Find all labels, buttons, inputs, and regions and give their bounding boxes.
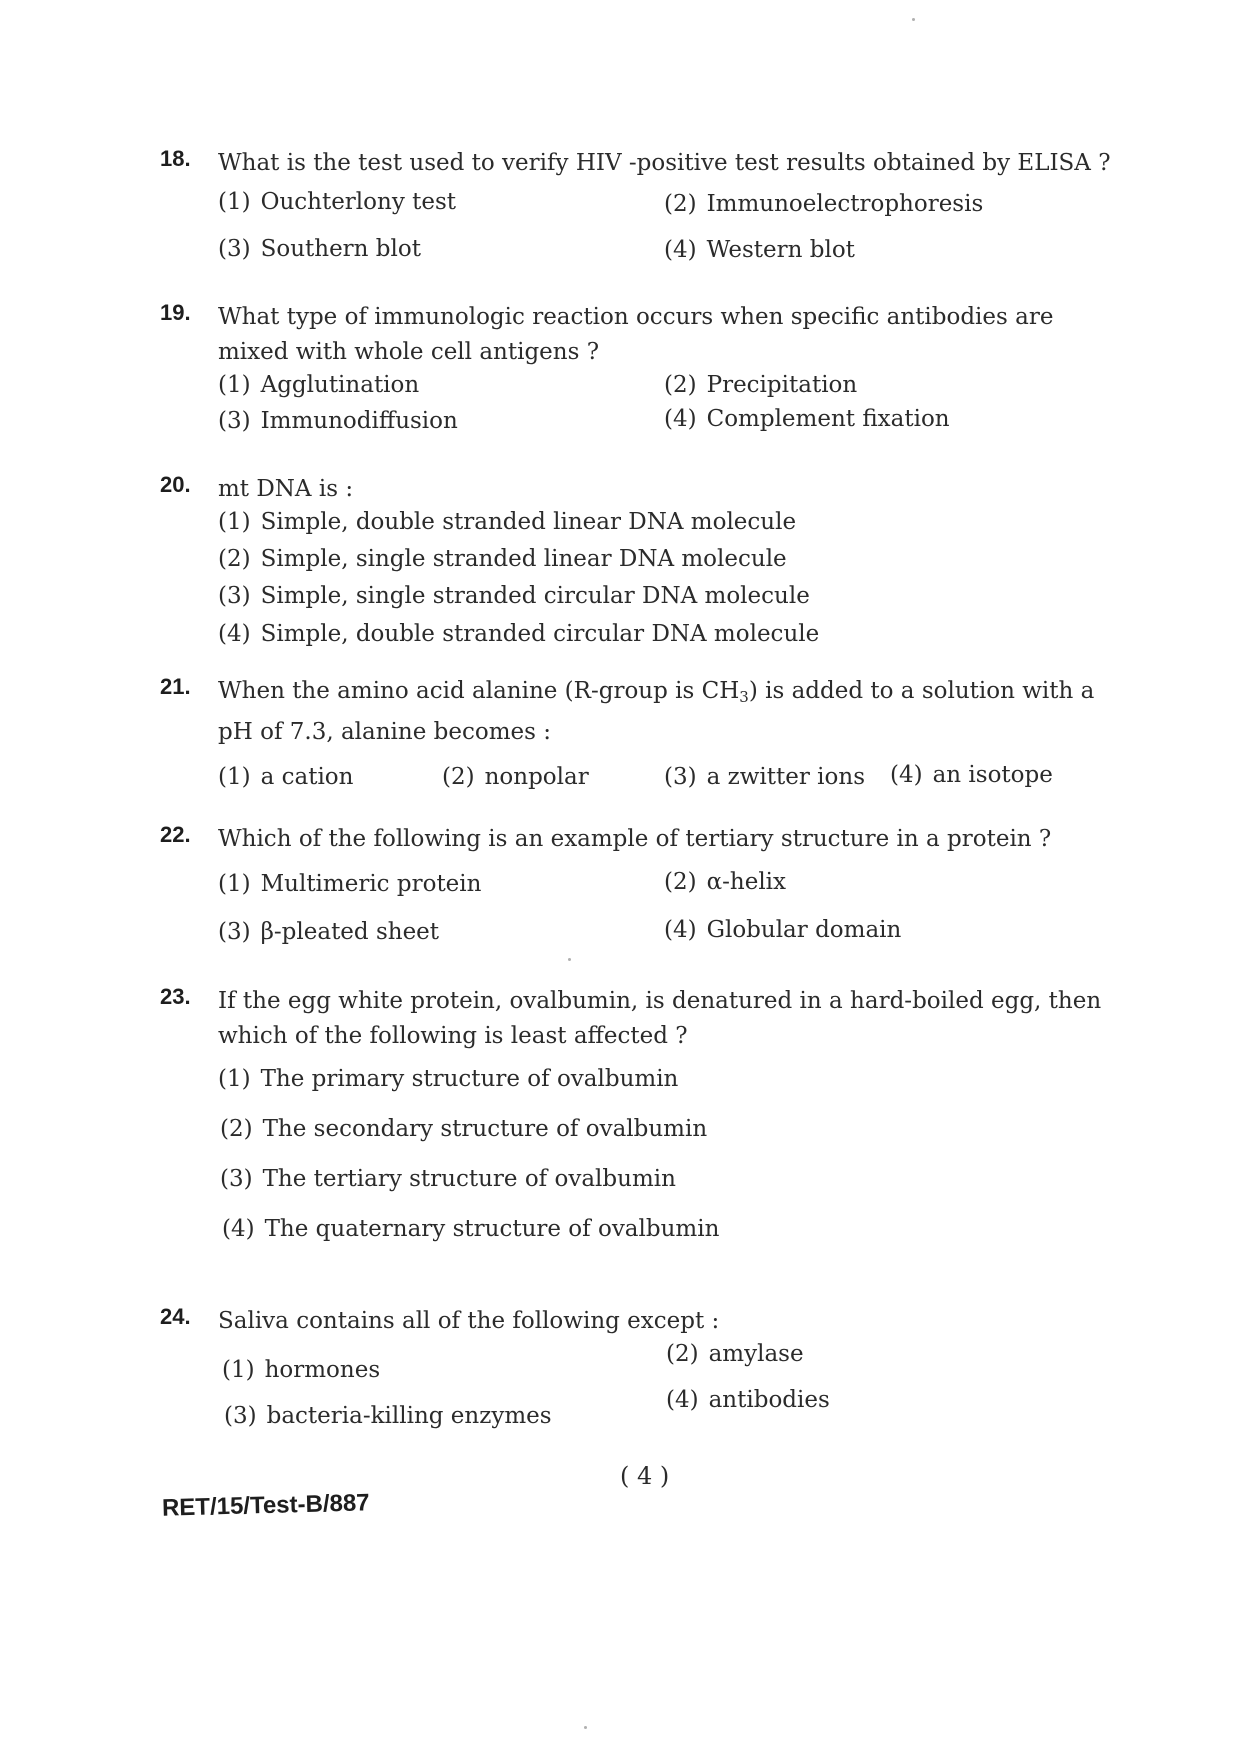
question-number: 22. <box>160 822 191 847</box>
question-text: What is the test used to verify HIV -positive test results obtained by ELISA ? <box>218 150 1111 176</box>
test-code: RET/15/Test-B/887 <box>161 1489 370 1522</box>
option-1: (1) The primary structure of ovalbumin <box>218 1066 679 1092</box>
option-2: (2) α-helix <box>664 869 787 895</box>
option-4: (4) Complement fixation <box>664 406 950 432</box>
question-number: 23. <box>160 984 191 1009</box>
option-4: (4) The quaternary structure of ovalbumin <box>222 1216 720 1242</box>
option-1: (1) a cation <box>218 764 354 790</box>
option-1: (1) Simple, double stranded linear DNA molecule <box>218 509 797 535</box>
question-number: 21. <box>160 674 191 699</box>
question-number: 20. <box>160 472 191 497</box>
option-2: (2) nonpolar <box>442 764 589 790</box>
option-4: (4) Simple, double stranded circular DNA molecule <box>218 621 820 647</box>
question-18 <box>160 146 1120 263</box>
option-3: (3) Southern blot <box>218 236 421 262</box>
option-2: (2) amylase <box>666 1341 804 1367</box>
question-text: mt DNA is : <box>218 476 354 502</box>
question-24 <box>160 1304 1120 1429</box>
question-20 <box>160 472 1120 647</box>
question-text: If the egg white protein, ovalbumin, is denatured in a hard-boiled egg, then which of the following is least affected ? <box>218 988 1102 1049</box>
option-4: (4) antibodies <box>666 1387 830 1413</box>
option-2: (2) Immunoelectrophoresis <box>664 191 984 217</box>
option-2: (2) Simple, single stranded linear DNA molecule <box>218 546 787 572</box>
scan-speck <box>584 1726 587 1729</box>
question-number: 19. <box>160 300 191 325</box>
question-19 <box>160 300 1120 434</box>
scan-speck <box>568 958 571 961</box>
question-23 <box>160 984 1120 1242</box>
option-3: (3) The tertiary structure of ovalbumin <box>220 1166 676 1192</box>
question-21 <box>160 674 1120 790</box>
option-3: (3) bacteria-killing enzymes <box>224 1403 552 1429</box>
question-text: Which of the following is an example of tertiary structure in a protein ? <box>218 826 1052 852</box>
question-text: When the amino acid alanine (R-group is $CH_3$) is added to a solution with a pH of 7.3, alanine becomes : <box>218 678 1095 745</box>
option-1: (1) Ouchterlony test <box>218 189 457 215</box>
option-4: (4) Western blot <box>664 237 855 263</box>
question-text: What type of immunologic reaction occurs when specific antibodies are mixed with whole cell antigens ? <box>218 304 1054 365</box>
question-text: Saliva contains all of the following except : <box>218 1308 720 1334</box>
page-number: ( 4 ) <box>620 1462 670 1490</box>
option-2: (2) The secondary structure of ovalbumin <box>220 1116 708 1142</box>
option-1: (1) Multimeric protein <box>218 871 482 897</box>
option-3: (3) Simple, single stranded circular DNA molecule <box>218 583 810 609</box>
option-3: (3) Immunodiffusion <box>218 408 458 434</box>
option-1: (1) hormones <box>222 1357 381 1383</box>
option-1: (1) Agglutination <box>218 372 420 398</box>
question-22 <box>160 822 1120 945</box>
question-number: 18. <box>160 146 191 171</box>
scan-speck <box>912 18 915 21</box>
option-2: (2) Precipitation <box>664 372 858 398</box>
option-4: (4) Globular domain <box>664 917 902 943</box>
option-3: (3) a zwitter ions <box>664 764 865 790</box>
question-number: 24. <box>160 1304 191 1329</box>
option-4: (4) an isotope <box>890 762 1053 788</box>
option-3: (3) β-pleated sheet <box>218 919 440 945</box>
